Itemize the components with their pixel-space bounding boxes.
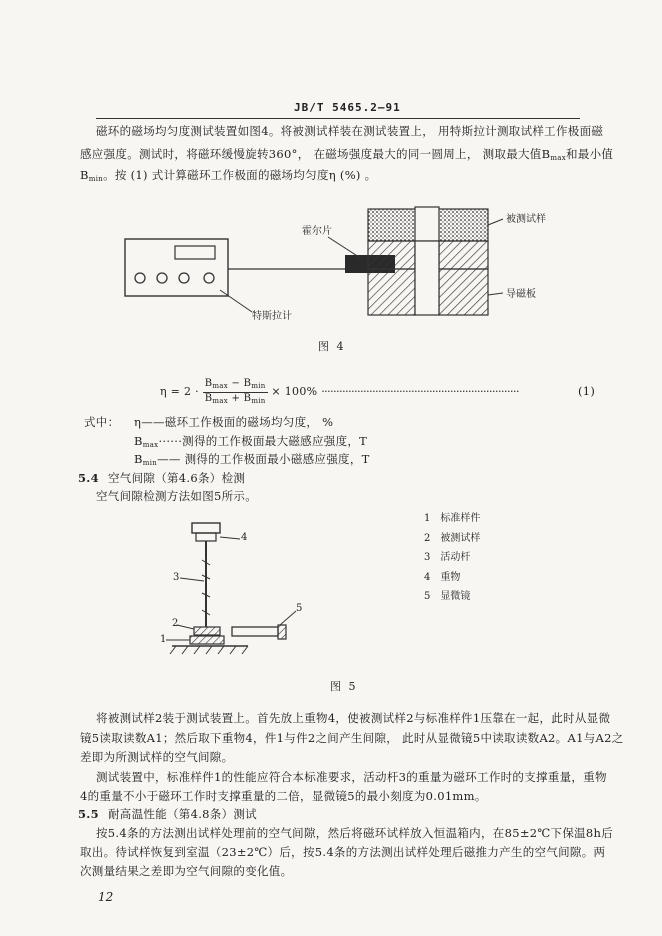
formula-1: [160, 376, 519, 408]
where-bmax: $B_{max}\cdot\cdot\cdot\cdot\cdot\cdot$测得的工作极面最大磁感应强度，T: [134, 434, 368, 449]
section-5-5-number: 5.5: [78, 807, 99, 821]
section-5-4-number: 5.4: [78, 471, 99, 485]
yoke-plate: [368, 269, 415, 315]
label-hall-plate: 霍尔片: [302, 226, 332, 237]
page-number: 12: [98, 890, 114, 904]
para-fig4-line3: [80, 166, 376, 189]
formula-denominator: $B_{max} + B_{min}$: [204, 392, 266, 405]
section-5-4-intro: 空气间隙检测方法如图5所示。: [96, 489, 258, 503]
label-teslameter: 特斯拉计: [252, 311, 292, 322]
section-5-5-line1: 按5.4条的方法测出试样处理前的空气间隙，然后将磁环试样放入恒温箱内，在85±2℃下保温8h后: [96, 826, 614, 840]
para-fig5-line5: 4的重量不小于磁环工作时支撑重量的二倍，显微镜5的最小刻度为0.01mm。: [80, 789, 487, 803]
figure-5-drawing: [150, 515, 320, 665]
standard-code-header: JB/T 5465.2—91: [294, 101, 401, 114]
figure-5-caption: 图 5: [330, 680, 358, 693]
para-fig5-line4: 测试装置中，标准样件1的性能应符合本标准要求，活动杆3的重量为磁环工作时的支撑重量，重物: [96, 770, 607, 784]
center-shaft: [415, 241, 439, 315]
para-fig4-line2: [80, 145, 613, 168]
fig5-callout-1: 1: [160, 634, 167, 645]
teslameter-knob: [204, 273, 214, 283]
para-fig5-line1: 将被测试样2装于测试装置上。首先放上重物4，使被测试样2与标准样件1压靠在一起，此时从显微: [96, 711, 611, 725]
legend-item: 5 显微镜: [424, 591, 471, 602]
teslameter-knob: [135, 273, 145, 283]
fig5-callout-5: 5: [296, 603, 303, 614]
teslameter-box: [125, 239, 228, 296]
section-5-5-line3: 次测量结果之差即为空气间隙的变化值。: [80, 864, 293, 878]
formula-number: (1): [578, 384, 596, 398]
where-intro: 式中：: [84, 415, 120, 429]
fig5-callout-3: 3: [173, 572, 180, 583]
formula-rhs: × 100%: [271, 385, 322, 398]
label-test-sample: 被测试样: [506, 214, 546, 225]
teslameter-display: [175, 246, 215, 259]
section-5-5-title: 耐高温性能（第4.8条）测试: [108, 807, 257, 821]
where-bmin: $B_{min}——$ 测得的工作极面最小磁感应强度，T: [134, 452, 370, 467]
bmin-sub: min: [88, 175, 104, 183]
figure-4-caption: 图 4: [318, 340, 346, 353]
formula-numerator: $B_{max} - B_{min}$: [203, 378, 268, 393]
standard-part-1: [190, 636, 224, 644]
legend-item: 4 重物: [424, 571, 461, 583]
test-sample-2: [194, 627, 220, 635]
para-fig5-line3: 差即为所测试样的空气间隙。: [80, 750, 234, 764]
where-eta: η——磁环工作极面的磁场均匀度， %: [134, 415, 334, 429]
weight-4: [192, 523, 220, 533]
section-5-5-line2: 取出。待试样恢复到室温（23±2℃）后，按5.4条的方法测出试样处理后磁推力产生的空气间隙。两: [80, 845, 606, 859]
section-5-4-title: 空气间隙（第4.6条）检测: [108, 471, 246, 485]
microscope-5: [232, 627, 278, 636]
para-fig4-line2-text: 感应强度。测试时，将磁环缓慢旋转360°， 在磁场强度最大的同一圆周上， 测取最大值B: [80, 147, 551, 161]
formula-leader-dots: ··································································: [321, 385, 519, 398]
legend-item: 2 被测试样: [424, 532, 481, 544]
teslameter-knob: [179, 273, 189, 283]
bmax-sub: max: [550, 154, 567, 162]
para-fig4-line3-tail: 。按 (1) 式计算磁环工作极面的磁场均匀度η (%) 。: [103, 168, 377, 182]
para-fig4-line2-tail: 和最小值: [566, 147, 614, 161]
legend-item: 3 活动杆: [424, 552, 471, 563]
figure-4-drawing: [100, 195, 560, 335]
para-fig5-line2: 镜5读取读数A1；然后取下重物4，件1与件2之间产生间隙， 此时从显微镜5中读取读数A2。A1与A2之: [80, 731, 624, 745]
formula-fraction: [203, 378, 268, 407]
label-yoke: 导磁板: [506, 289, 536, 300]
header-rule: [96, 118, 580, 119]
para-fig4-line1: 磁环的磁场均匀度测试装置如图4。将被测试样装在测试装置上， 用特斯拉计测取试样工作极面磁: [96, 124, 604, 138]
teslameter-knob: [157, 273, 167, 283]
figure-5-legend: [424, 509, 480, 607]
bmin-symbol: B: [80, 168, 89, 182]
legend-item: 1 标准样件: [424, 513, 481, 524]
fig5-callout-4: 4: [241, 532, 248, 543]
formula-lhs: η = 2 ·: [160, 385, 199, 398]
fig5-callout-2: 2: [172, 618, 179, 629]
